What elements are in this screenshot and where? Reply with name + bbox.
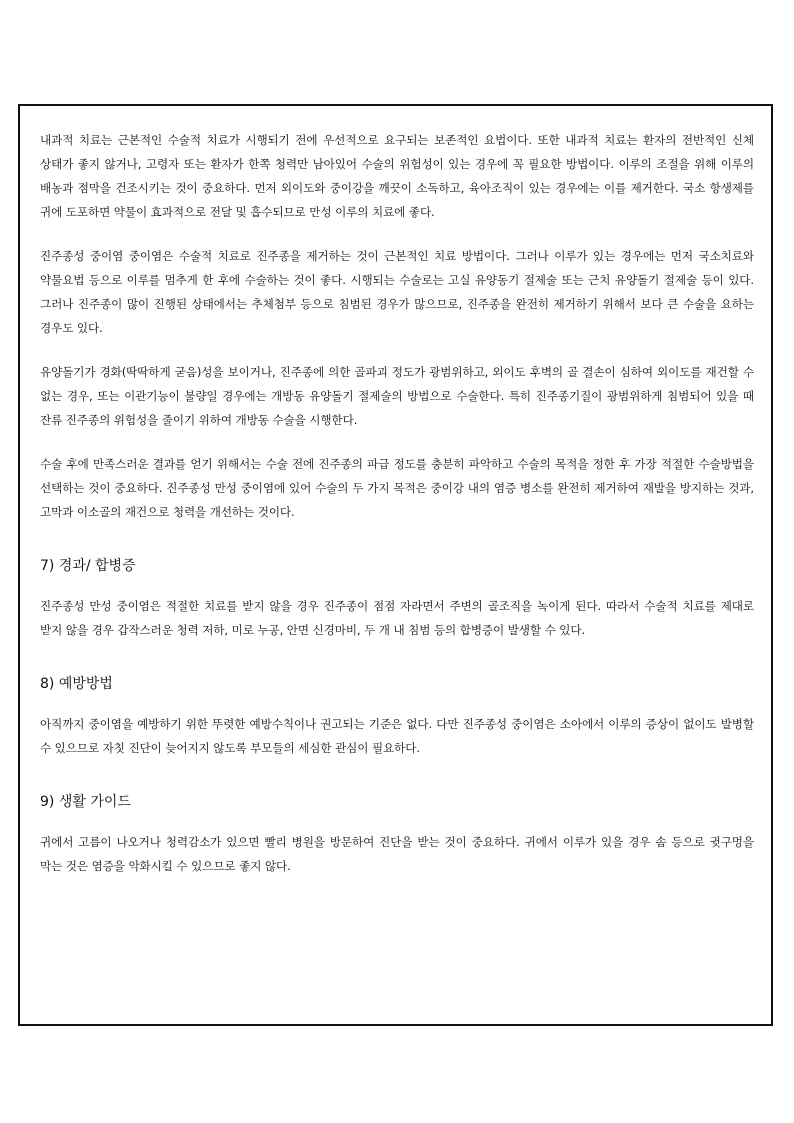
paragraph-life-guide: 귀에서 고름이 나오거나 청력감소가 있으면 빨리 병원을 방문하여 진단을 받는 것이 중요하다. 귀에서 이루가 있을 경우 솜 등으로 귓구멍을 막는 것은 염증을 악화시킬 수 있으므로 좋지 않다.	[40, 835, 754, 873]
section-heading-life-guide: 9) 생활 가이드	[40, 794, 131, 810]
paragraph-medical-treatment: 내과적 치료는 근본적인 수술적 치료가 시행되기 전에 우선적으로 요구되는 보존적인 요법이다. 또한 내과적 치료는 환자의 전반적인 신체 상태가 좋지 않거나, 고령자 또는 환자가 한쪽 청력만 남아있어 수술의 위험성이 있는 경우에 꼭 필요한 방법이다. 이루의 조절을 위해 이루의 배농과 점막을 건조시키는 것이 중요하다. 먼저 외이도와 중이강을 깨끗이 소독하고, 육아조직이 있는 경우에는 이를 제거한다. 국소 항생제를 귀에 도포하면 약물이 효과적으로 전달 및 흡수되므로 만성 이루의 치료에 좋다.	[40, 133, 754, 219]
section-heading-prevention: 8) 예방방법	[40, 676, 113, 692]
page-frame	[18, 104, 773, 1026]
section-heading-prognosis: 7) 경과/ 합병증	[40, 558, 136, 574]
paragraph-open-cavity-surgery: 유양돌기가 경화(딱딱하게 굳음)성을 보이거나, 진주종에 의한 골파괴 정도가 광범위하고, 외이도 후벽의 골 결손이 심하여 외이도를 재건할 수 없는 경우, 또는 이관기능이 불량일 경우에는 개방동 유양돌기 절제술의 방법으로 수술한다. 특히 진주종기질이 광범위하게 침범되어 있을 때 잔류 진주종의 위험성을 줄이기 위하여 개방동 수술을 시행한다.	[40, 365, 754, 427]
paragraph-cholesteatoma-surgery: 진주종성 중이염 중이염은 수술적 치료로 진주종을 제거하는 것이 근본적인 치료 방법이다. 그러나 이루가 있는 경우에는 먼저 국소치료와 약물요법 등으로 이루를 멈추게 한 후에 수술하는 것이 좋다. 시행되는 수술로는 고실 유양동기 절제술 또는 근치 유양돌기 절제술 등이 있다. 그러나 진주종이 많이 진행된 상태에서는 추체첨부 등으로 침범된 경우가 많으므로, 진주종을 완전히 제거하기 위해서 보다 큰 수술을 요하는 경우도 있다.	[40, 249, 754, 335]
paragraph-prognosis: 진주종성 만성 중이염은 적절한 치료를 받지 않을 경우 진주종이 점점 자라면서 주변의 골조직을 녹이게 된다. 따라서 수술적 치료를 제대로 받지 않을 경우 갑작스러운 청력 저하, 미로 누공, 안면 신경마비, 두 개 내 침범 등의 합병증이 발생할 수 있다.	[40, 599, 754, 637]
paragraph-prevention: 아직까지 중이염을 예방하기 위한 뚜렷한 예방수칙이나 권고되는 기준은 없다. 다만 진주종성 중이염은 소아에서 이루의 증상이 없이도 발병할 수 있으므로 자칫 진단이 늦어지지 않도록 부모들의 세심한 관심이 필요하다.	[40, 717, 754, 755]
document-content	[40, 128, 754, 878]
paragraph-surgery-goals: 수술 후에 만족스러운 결과를 얻기 위해서는 수술 전에 진주종의 파급 정도를 충분히 파악하고 수술의 목적을 정한 후 가장 적절한 수술방법을 선택하는 것이 중요하다. 진주종성 만성 중이염에 있어 수술의 두 가지 목적은 중이강 내의 염증 병소를 완전히 제거하여 재발을 방지하는 것과, 고막과 이소골의 재건으로 청력을 개선하는 것이다.	[40, 457, 754, 519]
